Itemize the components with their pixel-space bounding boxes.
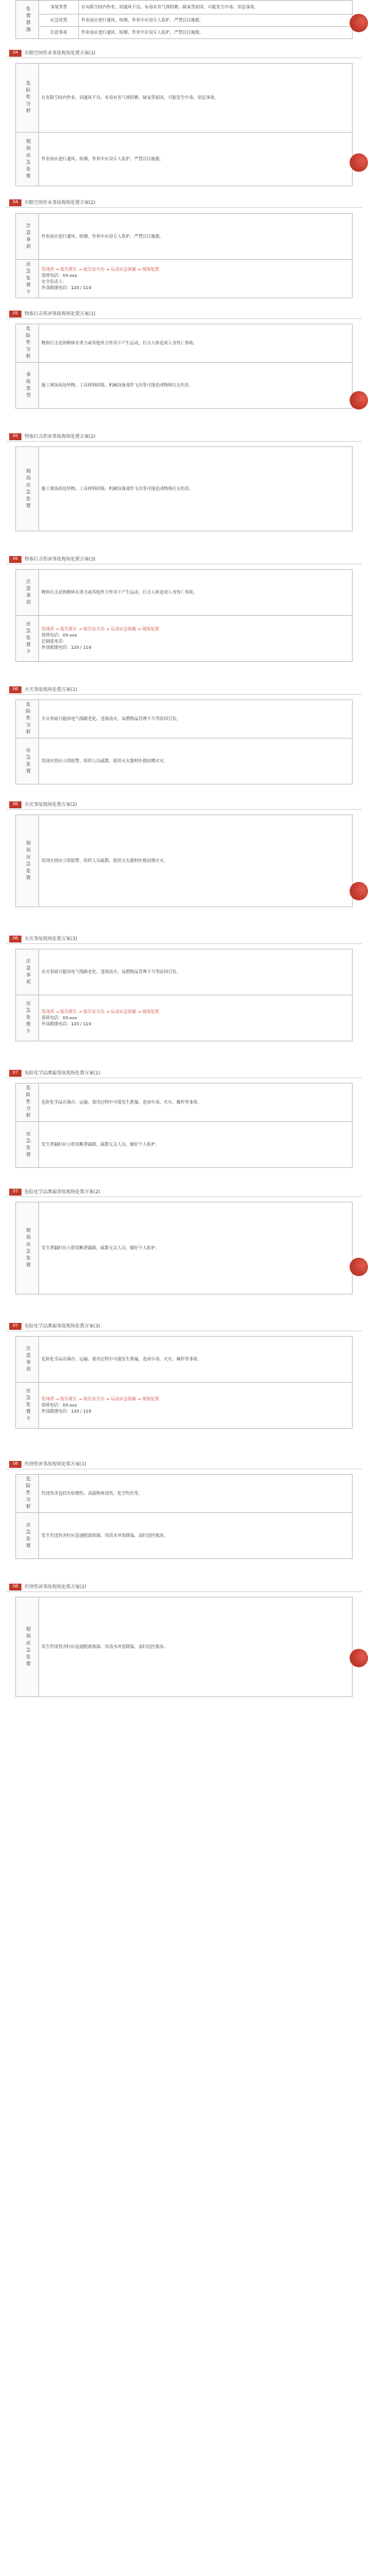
section-title: 危险化学品泄漏事故现场处置方案(3) [25,1324,100,1329]
row-text: 发现火情应立即报警，组织人员疏散，使用灭火器材扑救初期火灾。 [39,815,353,907]
section-body [15,949,353,1041]
section-number: 08 [9,1584,21,1591]
section-title: 危险化学品泄漏事故现场处置方案(2) [25,1189,100,1195]
card-row: 外部救援电话：120 / 119 [41,285,91,291]
row-text: 火灾事故可能因电气线路老化、违规动火、易燃物品管理不当等原因引发。 [39,700,353,739]
row-label: 注意事项 [39,27,79,39]
section-body [15,1336,353,1429]
side-label: 现场应急处置 [25,1626,31,1668]
section-title: 灼烫伤害事故现场处置方案(1) [25,1462,87,1467]
row-text: 作业前应进行通风、检测，作业中应设专人监护，严禁盲目施救。 [39,133,353,186]
section-number: 04 [9,199,21,206]
section-body [15,446,353,531]
card-flow: 发现者 → 报告班长 → 报告安全员 → 启动应急预案 → 现场处置 [41,1009,159,1015]
card-flow: 发现者 → 报告班长 → 报告安全员 → 启动应急预案 → 现场处置 [41,267,159,272]
seal-icon [350,14,368,32]
card-row: 值班电话：XX-xxx [41,633,77,638]
side-label: 注意事项 [25,222,31,251]
section-body [15,814,353,907]
section-title: 物体打击伤害事故现场处置方案(1) [25,311,96,317]
seal-icon [350,1258,368,1276]
side-label: 现场应急处置 [25,1227,31,1269]
section-title: 危险化学品泄漏事故现场处置方案(1) [25,1071,100,1076]
card-flow: 发现者 → 报告班长 → 报告安全员 → 启动应急预案 → 现场处置 [41,627,159,632]
seal-icon [350,153,368,172]
side-label: 危险性分析 [25,326,31,360]
side-label: 危险性分析 [25,81,31,115]
section-header [0,798,368,813]
row-label: 应急处置 [39,15,79,27]
section-number: 04 [9,50,21,57]
card-row: 值班电话：XX-xxx [41,273,77,278]
side-label: 应急处置卡 [25,1001,31,1035]
card-row: 外部救援电话：120 / 119 [41,1409,91,1414]
card-row: 外部救援电话：120 / 119 [41,645,91,650]
row-text: 在有限空间内作业，因通风不良、有毒有害气体积聚、缺氧等原因，可能发生中毒、窒息事故。 [39,64,353,133]
section-title: 火灾事故现场处置方案(2) [25,802,77,808]
section-header [0,1185,368,1200]
section-header [0,1580,368,1595]
side-label: 应急处置卡 [25,262,31,296]
card-row: 值班电话：XX-xxx [41,1015,77,1021]
row-text: 物体打击是指物体在重力或其他外力作用下产生运动，打击人体造成人身伤亡事故。 [39,324,353,363]
card-row: 外部救援电话：120 / 119 [41,1022,91,1027]
section-body [15,63,353,186]
side-label: 危险性分析 [25,702,31,736]
side-label: 现场应急处置 [25,468,31,510]
side-label: 现场应急处置 [25,138,31,180]
row-text: 火灾事故可能因电气线路老化、违规动火、易燃物品管理不当等原因引发。 [39,949,353,995]
section-number: 07 [9,1070,21,1077]
section-title: 物体打击伤害事故现场处置方案(2) [25,434,96,439]
side-label: 事故类型 [25,371,31,400]
side-label: 处置措施 [25,5,31,34]
section-body [15,213,353,298]
section-number: 06 [9,801,21,808]
table-continuation [15,0,353,39]
section-number: 07 [9,1189,21,1196]
row-text: 作业前应进行通风、检测，作业中应设专人监护，严禁盲目施救。 [79,15,353,27]
seal-icon [350,882,368,900]
card-row: 值班电话：XX-xxx [41,1403,77,1408]
section-title: 灼烫伤害事故现场处置方案(2) [25,1584,87,1590]
card-row: 安全负责人： [41,279,67,285]
section-title: 有限空间作业事故现场处置方案(1) [25,51,96,56]
section-body [15,1083,353,1168]
section-title: 物体打击伤害事故现场处置方案(3) [25,557,96,562]
seal-icon [350,1649,368,1667]
section-body [15,699,353,785]
row-text: 发生灼烫伤害时应迅速脱离热源，用清水冲洗降温，及时送医救治。 [39,1597,353,1697]
side-label: 应急处置卡 [25,1388,31,1423]
row-text: 发生灼烫伤害时应迅速脱离热源，用清水冲洗降温，及时送医救治。 [39,1513,353,1559]
section-header [0,429,368,445]
section-header [0,46,368,61]
section-number: 06 [9,936,21,943]
section-number: 08 [9,1461,21,1468]
side-label: 现场应急处置 [25,840,31,882]
section-body [15,1597,353,1697]
section-number: 06 [9,686,21,693]
side-label: 应急处置卡 [25,621,31,656]
section-header [0,196,368,211]
section-header [0,683,368,698]
side-label: 危险性分析 [25,1085,31,1120]
page-block-1 [0,0,368,42]
section-body [15,1474,353,1559]
side-label: 应急处置 [25,747,31,775]
seal-icon [350,391,368,410]
side-label: 注意事项 [25,958,31,986]
section-body [15,324,353,409]
section-number: 05 [9,433,21,440]
card-flow: 发现者 → 报告班长 → 报告安全员 → 启动应急预案 → 现场处置 [41,1397,159,1402]
row-text: 物体打击是指物体在重力或其他外力作用下产生运动，打击人体造成人身伤亡事故。 [39,570,353,616]
section-title: 有限空间作业事故现场处置方案(2) [25,200,96,206]
row-text: 施工现场高处坠物、工具材料掉落、机械设备部件飞出等可能造成物体打击伤害。 [39,363,353,409]
side-label: 注意事项 [25,1345,31,1374]
section-header [0,1457,368,1472]
section-number: 05 [9,311,21,317]
side-label: 注意事项 [25,578,31,607]
section-title: 火灾事故现场处置方案(3) [25,936,77,942]
section-header [0,1319,368,1334]
row-text: 发生泄漏时应立即切断泄漏源，疏散无关人员，做好个人防护。 [39,1122,353,1168]
section-title: 火灾事故现场处置方案(1) [25,687,77,693]
side-label: 应急处置 [25,1522,31,1550]
row-text: 作业前应进行通风、检测，作业中应设专人监护，严禁盲目施救。 [39,214,353,260]
row-text: 发生泄漏时应立即切断泄漏源，疏散无关人员，做好个人防护。 [39,1202,353,1295]
section-body [15,569,353,662]
row-text: 在有限空间内作业，因通风不良、有毒有害气体积聚、缺氧等原因，可能发生中毒、窒息事故。 [79,1,353,15]
side-label: 应急处置 [25,1130,31,1159]
section-header [0,932,368,947]
row-text: 危险化学品在储存、运输、使用过程中可能发生泄漏，造成中毒、火灾、爆炸等事故。 [39,1084,353,1122]
row-text: 发现火情应立即报警，组织人员疏散，使用灭火器材扑救初期火灾。 [39,739,353,785]
row-text: 作业前应进行通风、检测，作业中应设专人监护，严禁盲目施救。 [79,27,353,39]
row-text: 灼烫伤害包括火焰烧伤、高温物体烫伤、化学灼伤等。 [39,1475,353,1513]
section-header [0,552,368,568]
row-label: 事故类型 [39,1,79,15]
side-label: 危险性分析 [25,1476,31,1511]
row-text: 危险化学品在储存、运输、使用过程中可能发生泄漏，造成中毒、火灾、爆炸等事故。 [39,1337,353,1383]
card-row: 总调度电话： [41,639,67,644]
section-number: 05 [9,556,21,563]
row-text: 施工现场高处坠物、工具材料掉落、机械设备部件飞出等可能造成物体打击伤害。 [39,447,353,531]
section-number: 07 [9,1323,21,1330]
section-header [0,1066,368,1081]
section-body [15,1202,353,1295]
section-header [0,307,368,322]
